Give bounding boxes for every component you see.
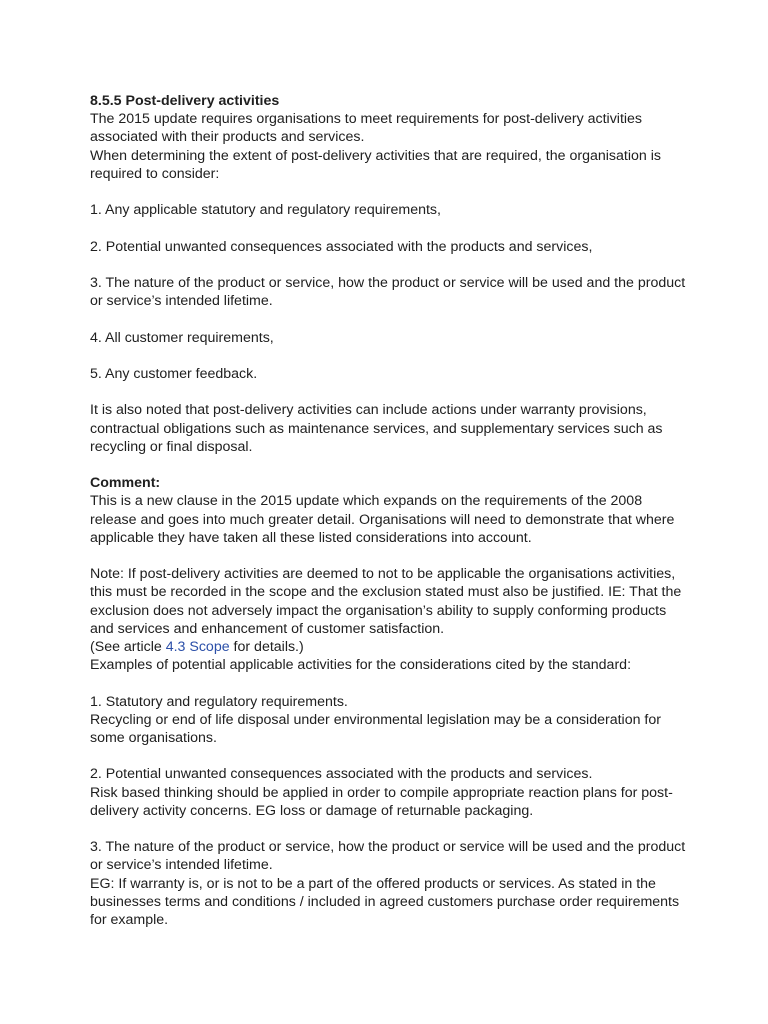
note-paragraph: Note: If post-delivery activities are deemed to not to be applicable the organisations activities, this must be recorded in the scope and the exclusion stated must also be justified. IE: That the exclusion does not adversely impact the organisation’s ability to supply conforming products and services and enhancement of customer satisfaction. bbox=[90, 566, 682, 637]
example-body: Recycling or end of life disposal under environmental legislation may be a consideration for some organisations. bbox=[90, 711, 661, 746]
consideration-item: 5. Any customer feedback. bbox=[90, 365, 258, 382]
comment-paragraph: This is a new clause in the 2015 update which expands on the requirements of the 2008 release and goes into much greater detail. Organisations will need to demonstrate that where applicable they have taken all these listed considerations into account. bbox=[90, 493, 675, 546]
also-noted-paragraph: It is also noted that post-delivery activities can include actions under warranty provisions, contractual obligations such as maintenance services, and supplementary services such as recycling or final disposal. bbox=[90, 402, 663, 455]
consideration-item: 3. The nature of the product or service, how the product or service will be used and the product or service’s intended lifetime. bbox=[90, 274, 686, 310]
example-title: 3. The nature of the product or service, how the product or service will be used and the product or service’s intended lifetime. bbox=[90, 839, 686, 874]
see-reference bbox=[90, 638, 690, 656]
examples-intro: Examples of potential applicable activities for the considerations cited by the standard: bbox=[90, 657, 632, 674]
intro-paragraph-2: When determining the extent of post-delivery activities that are required, the organisation is required to consider: bbox=[90, 147, 661, 182]
consideration-item: 2. Potential unwanted consequences associated with the products and services, bbox=[90, 238, 593, 255]
see-prefix: (See article bbox=[90, 638, 166, 655]
comment-label: Comment: bbox=[90, 475, 161, 492]
section-heading: 8.5.5 Post-delivery activities bbox=[90, 93, 280, 109]
example-body: EG: If warranty is, or is not to be a part of the offered products or services. As stated in the businesses terms and conditions / included in agreed customers purchase order requirements for example. bbox=[90, 875, 680, 928]
intro-paragraph: The 2015 update requires organisations to meet requirements for post-delivery activities associated with their products and services. bbox=[90, 111, 643, 146]
example-body: Risk based thinking should be applied in order to compile appropriate reaction plans for post-delivery activity concerns. EG loss or damage of returnable packaging. bbox=[90, 784, 673, 819]
see-suffix: for details.) bbox=[229, 638, 304, 655]
consideration-item: 1. Any applicable statutory and regulatory requirements, bbox=[90, 202, 441, 219]
scope-article-link[interactable]: 4.3 Scope bbox=[165, 638, 230, 655]
example-title: 1. Statutory and regulatory requirements. bbox=[90, 693, 348, 710]
document-body bbox=[90, 92, 690, 929]
example-title: 2. Potential unwanted consequences associated with the products and services. bbox=[90, 766, 593, 783]
consideration-item: 4. All customer requirements, bbox=[90, 329, 274, 346]
